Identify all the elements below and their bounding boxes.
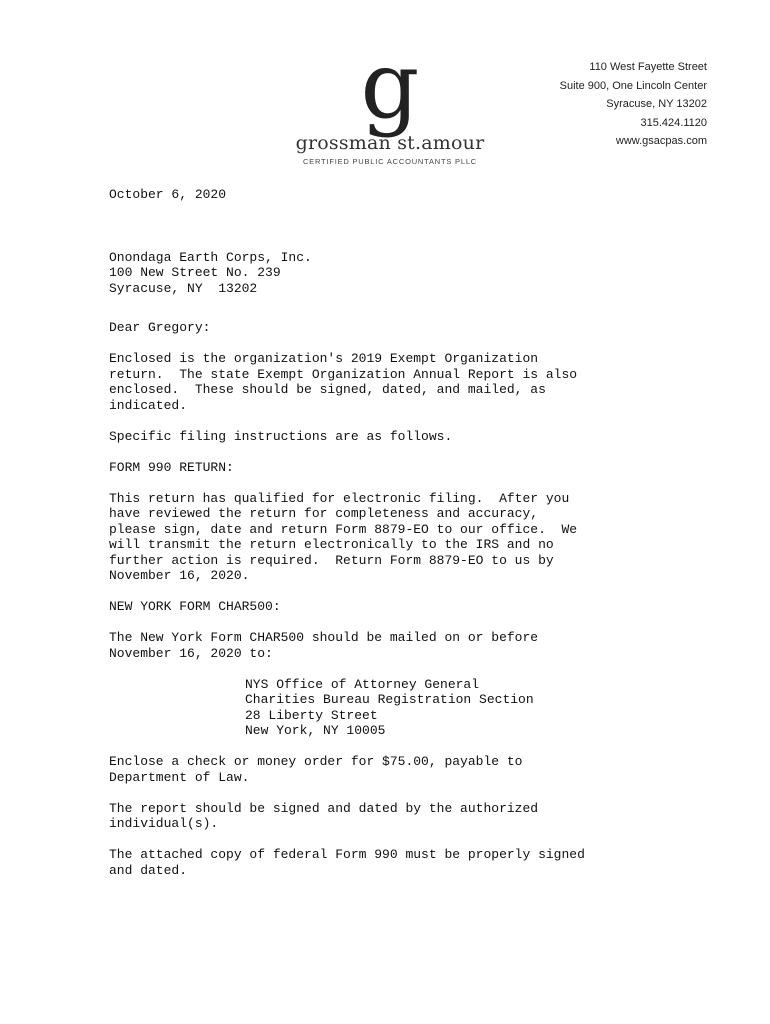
- paragraph-line: please sign, date and return Form 8879-EO to our office. We: [109, 521, 578, 537]
- recipient-line: Onondaga Earth Corps, Inc.: [109, 249, 312, 265]
- letter-body: [109, 187, 689, 894]
- recipient-line: Syracuse, NY 13202: [109, 280, 258, 296]
- paragraph-line: This return has qualified for electronic filing. After you: [109, 490, 570, 506]
- paragraph-line: return. The state Exempt Organization Annual Report is also: [109, 366, 578, 382]
- salutation-paragraph: [109, 320, 689, 336]
- paragraph-line: The New York Form CHAR500 should be mailed on or before: [109, 630, 539, 645]
- letter-date: October 6, 2020: [109, 187, 227, 202]
- paragraph-line: November 16, 2020 to:: [109, 645, 273, 661]
- paragraph-line: and dated.: [109, 862, 188, 878]
- paragraph-line: The report should be signed and dated by the authorized: [109, 800, 539, 816]
- firm-address: [487, 58, 707, 151]
- paragraph-line: indicated.: [109, 397, 188, 413]
- paragraph-line: Enclose a check or money order for $75.00, payable to: [109, 754, 523, 769]
- address-website[interactable]: www.gsacpas.com: [615, 135, 707, 147]
- paragraph-line: Enclosed is the organization's 2019 Exempt Organization: [109, 351, 539, 366]
- federal-form-paragraph: [109, 847, 689, 878]
- recipient-line: 100 New Street No. 239: [109, 265, 281, 280]
- paragraph-line: Specific filing instructions are as follows.: [109, 428, 453, 444]
- char500-paragraph: [109, 630, 689, 661]
- recipient-address: [109, 250, 689, 297]
- mailing-address-line: 28 Liberty Street: [245, 707, 378, 723]
- paragraph-line: November 16, 2020.: [109, 568, 250, 583]
- firm-logo: g: [360, 32, 420, 139]
- check-paragraph: [109, 754, 689, 785]
- paragraph-line: enclosed. These should be signed, dated, and mailed, as: [109, 382, 546, 397]
- firm-name: grossman st.amour: [295, 132, 485, 154]
- address-phone: 315.424.1120: [640, 116, 707, 129]
- intro-paragraph: [109, 351, 689, 413]
- paragraph-line: Department of Law.: [109, 769, 250, 785]
- char500-heading-block: [109, 599, 689, 615]
- address-suite: Suite 900, One Lincoln Center: [559, 79, 707, 92]
- paragraph-line: individual(s).: [109, 816, 219, 831]
- signing-paragraph: [109, 801, 689, 832]
- mailing-address-line: New York, NY 10005: [245, 723, 386, 738]
- address-city: Syracuse, NY 13202: [606, 98, 707, 110]
- mailing-address: [245, 677, 689, 739]
- paragraph-line: will transmit the return electronically to the IRS and no: [109, 537, 554, 552]
- instructions-paragraph: [109, 429, 689, 445]
- form990-paragraph: [109, 491, 689, 584]
- paragraph-line: have reviewed the return for completeness and accuracy,: [109, 506, 539, 521]
- address-street: 110 West Fayette Street: [589, 61, 707, 73]
- salutation: Dear Gregory:: [109, 320, 211, 335]
- paragraph-line: further action is required. Return Form 8879-EO to us by: [109, 552, 554, 568]
- paragraph-line: The attached copy of federal Form 990 must be properly signed: [109, 847, 585, 862]
- section-heading: NEW YORK FORM CHAR500:: [109, 599, 281, 614]
- mailing-address-line: Charities Bureau Registration Section: [245, 692, 534, 707]
- firm-subtitle: CERTIFIED PUBLIC ACCOUNTANTS PLLC: [302, 157, 478, 166]
- letterhead: [0, 0, 770, 175]
- section-heading: FORM 990 RETURN:: [109, 459, 234, 475]
- mailing-address-line: NYS Office of Attorney General: [245, 676, 480, 692]
- form990-heading-block: [109, 460, 689, 476]
